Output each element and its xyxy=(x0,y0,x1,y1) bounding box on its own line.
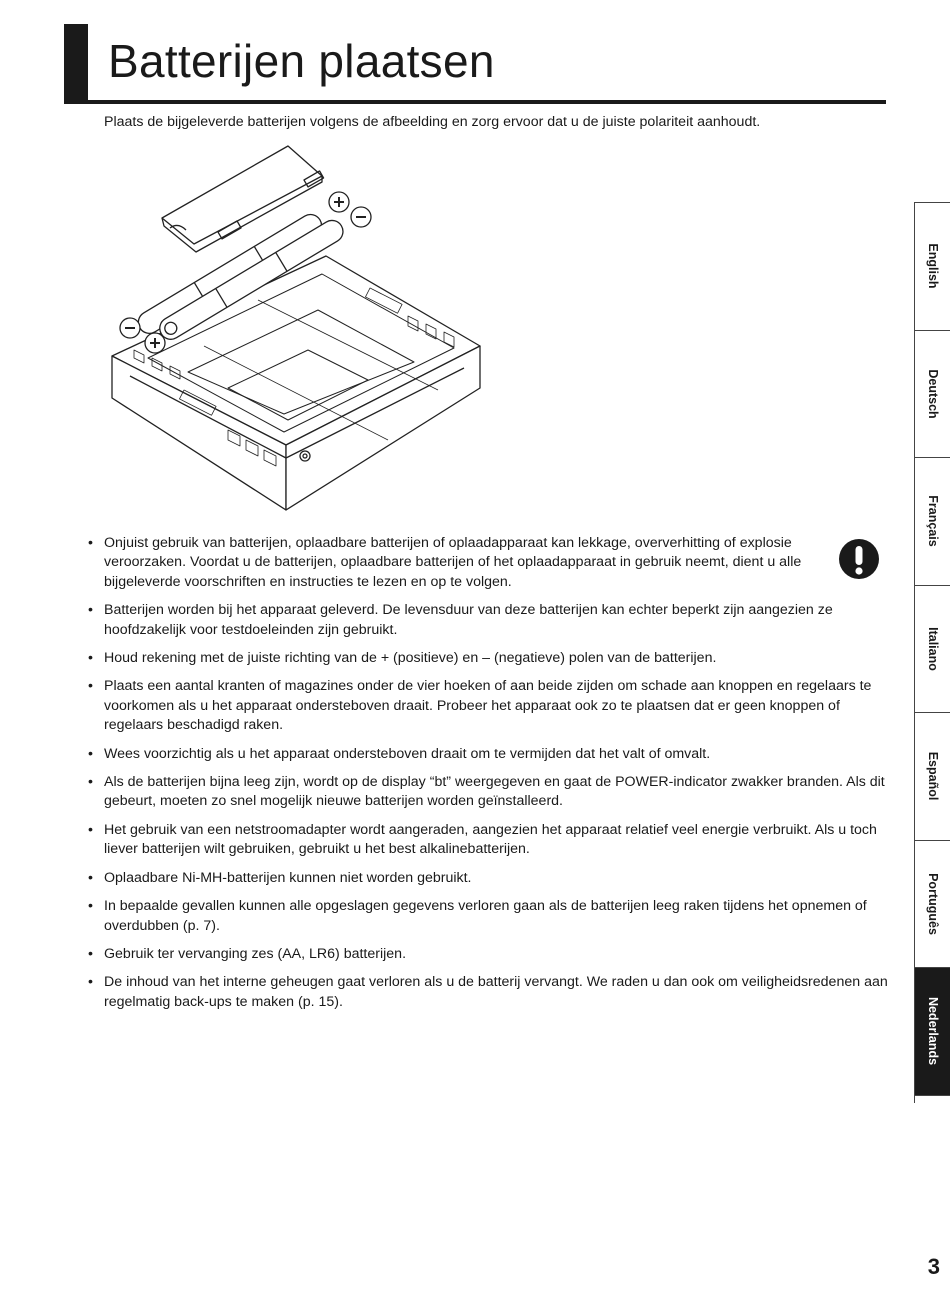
exclamation-icon xyxy=(838,538,880,580)
language-tabs xyxy=(914,202,950,1103)
list-item xyxy=(88,897,890,936)
list-item-text: Plaats een aantal kranten of magazines onder de vier hoeken of aan beide zijden om schade aan knoppen en regelaars te voorkomen als u het apparaat ondersteboven draait. Probeer het apparaat ook zo te plaatsen dat er geen knoppen of regelaars beschadigd raken. xyxy=(104,678,872,734)
bullet-marker: • xyxy=(88,869,93,886)
tab-nederlands[interactable] xyxy=(915,968,950,1096)
bullet-marker: • xyxy=(88,602,93,619)
list-item-text: Onjuist gebruik van batterijen, oplaadbare batterijen of oplaadapparaat kan lekkage, oververhitting of explosie veroorzaken. Voordat u de batterijen, oplaadbare batterijen of het oplaadapparaat in gebruik neemt, dient u alle bijgeleverde voorschriften en instructies te lezen en op te volgen. xyxy=(104,535,802,590)
list-item-text: De inhoud van het interne geheugen gaat verloren als u de batterij vervangt. We raden u dan ook om veiligheidsredenen aan regelmatig back-ups te maken (p. 15). xyxy=(104,974,888,1010)
list-item-text: Als de batterijen bijna leeg zijn, wordt op de display “bt” weergegeven en gaat de POWER-indicator zwakker branden. Als dit gebeurt, moeten zo snel mogelijk nieuwe batterijen worden geïnstalleerd. xyxy=(104,774,885,810)
tab-label: Español xyxy=(926,751,940,801)
list-item xyxy=(88,869,890,888)
list-item xyxy=(88,534,890,592)
list-item xyxy=(88,745,890,764)
intro-text: Plaats de bijgeleverde batterijen volgens de afbeelding en zorg ervoor dat u de juiste polariteit aanhoudt. xyxy=(104,114,761,130)
list-item-text: Oplaadbare Ni-MH-batterijen kunnen niet worden gebruikt. xyxy=(104,869,472,886)
bullet-marker: • xyxy=(88,535,93,551)
page-number: 3 xyxy=(927,1254,940,1279)
tab-espanol[interactable] xyxy=(915,713,950,841)
list-item xyxy=(88,773,890,812)
bullet-marker: • xyxy=(88,650,93,667)
list-item xyxy=(88,945,890,964)
list-item xyxy=(88,601,890,640)
tab-francais[interactable] xyxy=(915,458,950,586)
bullet-marker: • xyxy=(88,821,93,838)
notes-list xyxy=(88,534,890,1021)
list-item-text: Gebruik ter vervanging zes (AA, LR6) batterijen. xyxy=(104,945,407,962)
tab-label: Italiano xyxy=(926,626,940,671)
list-item xyxy=(88,677,890,735)
tab-deutsch[interactable] xyxy=(915,331,950,459)
device-underside-icon xyxy=(112,256,480,510)
tab-italiano[interactable] xyxy=(915,586,950,714)
battery-installation-illustration xyxy=(108,140,490,512)
tab-label: Nederlands xyxy=(926,997,940,1066)
list-item-text: Wees voorzichtig als u het apparaat ondersteboven draait om te vermijden dat het valt of omvalt. xyxy=(104,745,711,762)
bullet-marker: • xyxy=(88,745,93,762)
list-item xyxy=(88,821,890,860)
page-title: Batterijen plaatsen xyxy=(108,35,495,87)
bullet-marker: • xyxy=(88,945,93,962)
list-item xyxy=(88,973,890,1012)
list-item-text: In bepaalde gevallen kunnen alle opgeslagen gegevens verloren gaan als de batterijen leeg raken tijdens het opnemen of overdubben (p. 7). xyxy=(104,898,867,934)
tab-english[interactable] xyxy=(915,203,950,331)
tab-portugues[interactable] xyxy=(915,841,950,969)
list-item-text: Het gebruik van een netstroomadapter wordt aangeraden, aangezien het apparaat relatief veel energie verbruikt. Als u toch liever batterijen wilt gebruiken, gebruikt u het best alkalinebatterijen. xyxy=(104,821,877,858)
tab-label: English xyxy=(926,243,940,289)
bullet-marker: • xyxy=(88,774,93,791)
title-accent-bar xyxy=(64,24,88,104)
bullet-marker: • xyxy=(88,974,93,991)
tab-label: Français xyxy=(926,495,940,547)
list-item-text: Batterijen worden bij het apparaat geleverd. De levensduur van deze batterijen kan echter beperkt zijn aangezien ze hoofdzakelijk voor testdoeleinden zijn gebruikt. xyxy=(104,602,833,638)
bullet-marker: • xyxy=(88,678,93,695)
tab-label: Deutsch xyxy=(926,369,940,419)
bullet-marker: • xyxy=(88,898,93,915)
title-block xyxy=(64,24,886,104)
list-item xyxy=(88,649,890,668)
list-item-text: Houd rekening met de juiste richting van de + (positieve) en – (negatieve) polen van de batterijen. xyxy=(104,650,717,667)
tab-label: Português xyxy=(926,872,940,935)
